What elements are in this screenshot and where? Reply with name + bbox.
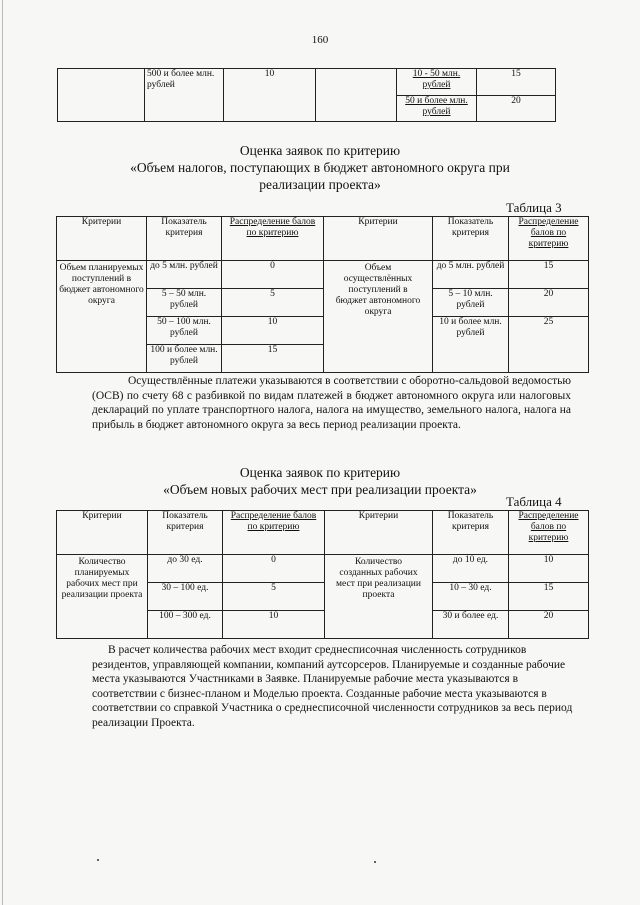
indicator-cell: 10 и более млн. рублей: [433, 317, 509, 373]
indicator-cell: 30 – 100 ед.: [148, 583, 223, 611]
header-indicator: Показатель критерия: [148, 511, 223, 555]
table-cell: 50 и более млн. рублей: [397, 96, 477, 122]
paragraph: Осуществлённые платежи указываются в соответствии с оборотно-сальдовой ведомостью (ОСВ) по счету 68 с разбивкой по видам платежей в бюджет автономного округа или налоговых деклараций по уплате транспортного налога, налога на имущество, земельного налога, налога на прибыль в бюджет автономного округа за весь период реализации проекта.: [92, 375, 571, 431]
indicator-cell: до 5 млн. рублей: [147, 261, 222, 289]
criterion-cell: Объем планируемых поступлений в бюджет автономного округа: [57, 261, 147, 373]
section-title: [60, 464, 580, 498]
table-cell: 500 и более млн. рублей: [145, 69, 224, 122]
table-cell: 15: [477, 69, 556, 96]
indicator-cell: до 30 ед.: [148, 555, 223, 583]
indicator-cell: 100 – 300 ед.: [148, 611, 223, 639]
table-cell: 20: [477, 96, 556, 122]
title-line: реализации проекта»: [259, 177, 381, 192]
score-cell: 10: [222, 317, 324, 345]
criterion-cell: Объем осуществлённых поступлений в бюджет автономного округа: [324, 261, 433, 373]
header-criteria: Критерии: [324, 217, 433, 261]
table-caption: Таблица 4: [506, 494, 562, 509]
header-distribution: Распределение балов по критерию: [509, 217, 589, 261]
title-line: «Объем новых рабочих мест при реализации проекта»: [163, 482, 477, 497]
table-cell: [316, 69, 397, 122]
header-indicator: Показатель критерия: [433, 511, 509, 555]
title-line: Оценка заявок по критерию: [239, 465, 401, 480]
score-cell: 5: [222, 289, 324, 317]
header-distribution: Распределение балов по критерию: [223, 511, 325, 555]
score-cell: 0: [222, 261, 324, 289]
score-cell: 20: [509, 611, 589, 639]
indicator-cell: 10 – 30 ед.: [433, 583, 509, 611]
section-title: [60, 142, 580, 193]
scan-edge: [2, 0, 3, 905]
header-distribution: Распределение балов по критерию: [222, 217, 324, 261]
scan-dot: [374, 861, 376, 863]
header-distribution: Распределение балов по критерию: [509, 511, 589, 555]
indicator-cell: до 5 млн. рублей: [433, 261, 509, 289]
title-line: «Объем налогов, поступающих в бюджет автономного округа при: [130, 160, 510, 175]
score-cell: 15: [222, 345, 324, 373]
score-cell: 25: [509, 317, 589, 373]
indicator-cell: до 10 ед.: [433, 555, 509, 583]
header-criteria: Критерии: [57, 217, 147, 261]
scan-dot: [97, 859, 99, 861]
table-cell: 10 - 50 млн. рублей: [397, 69, 477, 96]
top-table: [57, 68, 556, 122]
header-criteria: Критерии: [325, 511, 433, 555]
score-cell: 10: [509, 555, 589, 583]
score-cell: 20: [509, 289, 589, 317]
criterion-cell: Количество созданных рабочих мест при реализации проекта: [325, 555, 433, 639]
header-indicator: Показатель критерия: [147, 217, 222, 261]
score-cell: 5: [223, 583, 325, 611]
score-cell: 0: [223, 555, 325, 583]
score-cell: 10: [223, 611, 325, 639]
table-cell: [58, 69, 145, 122]
indicator-cell: 30 и более ед.: [433, 611, 509, 639]
score-cell: 15: [509, 261, 589, 289]
score-cell: 15: [509, 583, 589, 611]
page-number: 160: [311, 34, 329, 46]
header-indicator: Показатель критерия: [433, 217, 509, 261]
title-line: Оценка заявок по критерию: [239, 143, 401, 158]
indicator-cell: 5 – 10 млн. рублей: [433, 289, 509, 317]
indicator-cell: 50 – 100 млн. рублей: [147, 317, 222, 345]
table-cell: 10: [224, 69, 316, 122]
criterion-cell: Количество планируемых рабочих мест при реализации проекта: [57, 555, 148, 639]
table-4: [56, 510, 589, 639]
paragraph: В расчет количества рабочих мест входит среднесписочная численность сотрудников резидентов, управляющей компании, компаний аутсорсеров. Планируемые и созданные рабочие места указываются Участниками в Заявке. Планируемые рабочие места указываются в соответствии с бизнес-планом и Моделью проекта. Созданные рабочие места указываются в соответствии со справкой Участника о среднесписочной численности сотрудников за весь период реализации Проекта.: [92, 644, 573, 729]
table-caption: Таблица 3: [506, 200, 562, 215]
table-3: [56, 216, 589, 373]
indicator-cell: 5 – 50 млн. рублей: [147, 289, 222, 317]
indicator-cell: 100 и более млн. рублей: [147, 345, 222, 373]
header-criteria: Критерии: [57, 511, 148, 555]
